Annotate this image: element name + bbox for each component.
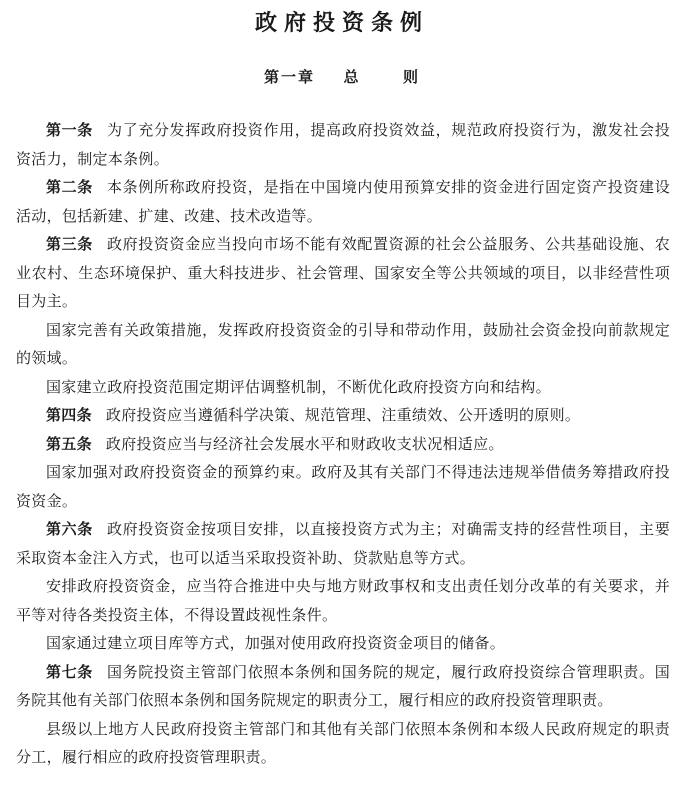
paragraph xyxy=(16,316,670,373)
paragraph-text: 国务院投资主管部门依照本条例和国务院的规定，履行政府投资综合管理职责。国务院其他有关部门依照本条例和国务院规定的职责分工，履行相应的政府投资管理职责。 xyxy=(16,662,670,709)
paragraph-text: 政府投资应当与经济社会发展水平和财政收支状况相适应。 xyxy=(105,434,504,453)
paragraph-text: 国家通过建立项目库等方式，加强对使用政府投资资金项目的储备。 xyxy=(46,634,506,652)
paragraph xyxy=(16,715,670,772)
paragraph-text: 县级以上地方人民政府投资主管部门和其他有关部门依照本条例和本级人民政府规定的职责分工，履行相应的政府投资管理职责。 xyxy=(16,719,670,766)
article-number: 第四条 xyxy=(46,406,92,424)
article-number: 第二条 xyxy=(46,178,93,196)
paragraph xyxy=(16,572,670,629)
paragraph-text: 国家建立政府投资范围定期评估调整机制，不断优化政府投资方向和结构。 xyxy=(46,377,551,396)
paragraph-text: 本条例所称政府投资，是指在中国境内使用预算安排的资金进行固定资产投资建设活动，包括新建、扩建、改建、技术改造等。 xyxy=(16,178,670,225)
paragraph xyxy=(16,230,670,316)
paragraph xyxy=(16,658,670,715)
paragraph-text: 安排政府投资资金，应当符合推进中央与地方财政事权和支出责任划分改革的有关要求，并平等对待各类投资主体，不得设置歧视性条件。 xyxy=(16,577,670,624)
article-number: 第六条 xyxy=(46,520,93,538)
chapter-name-second: 则 xyxy=(402,68,420,86)
paragraph xyxy=(16,373,670,402)
paragraph-text: 政府投资资金按项目安排，以直接投资方式为主；对确需支持的经营性项目，主要采取资本金注入方式，也可以适当采取投资补助、贷款贴息等方式。 xyxy=(16,520,670,567)
paragraph xyxy=(16,458,670,515)
paragraph xyxy=(16,629,670,658)
article-number: 第五条 xyxy=(46,434,92,453)
paragraph-text: 国家加强对政府投资资金的预算约束。政府及其有关部门不得违法违规举借债务筹措政府投资资金。 xyxy=(16,463,670,510)
paragraph xyxy=(16,173,670,230)
paragraph xyxy=(16,515,670,572)
paragraph xyxy=(16,430,670,459)
paragraph-text: 国家完善有关政策措施，发挥政府投资资金的引导和带动作用，鼓励社会资金投向前款规定的领域。 xyxy=(16,320,670,367)
paragraph-text: 为了充分发挥政府投资作用，提高政府投资效益，规范政府投资行为，激发社会投资活力，制定本条例。 xyxy=(16,121,670,168)
paragraph-text: 政府投资应当遵循科学决策、规范管理、注重绩效、公开透明的原则。 xyxy=(105,406,581,424)
document-title: 政府投资条例 xyxy=(254,10,429,36)
chapter-name-first: 总 xyxy=(343,68,361,86)
paragraph-text: 政府投资资金应当投向市场不能有效配置资源的社会公益服务、公共基础设施、农业农村、生态环境保护、重大科技进步、社会管理、国家安全等公共领域的项目，以非经营性项目为主。 xyxy=(16,235,670,310)
document-body xyxy=(16,116,670,772)
article-number: 第三条 xyxy=(46,235,93,253)
paragraph xyxy=(16,116,670,173)
article-number: 第一条 xyxy=(46,121,93,139)
article-number: 第七条 xyxy=(46,662,93,681)
paragraph xyxy=(16,401,670,430)
chapter-heading xyxy=(0,66,684,87)
chapter-label: 第一章 xyxy=(264,68,316,86)
